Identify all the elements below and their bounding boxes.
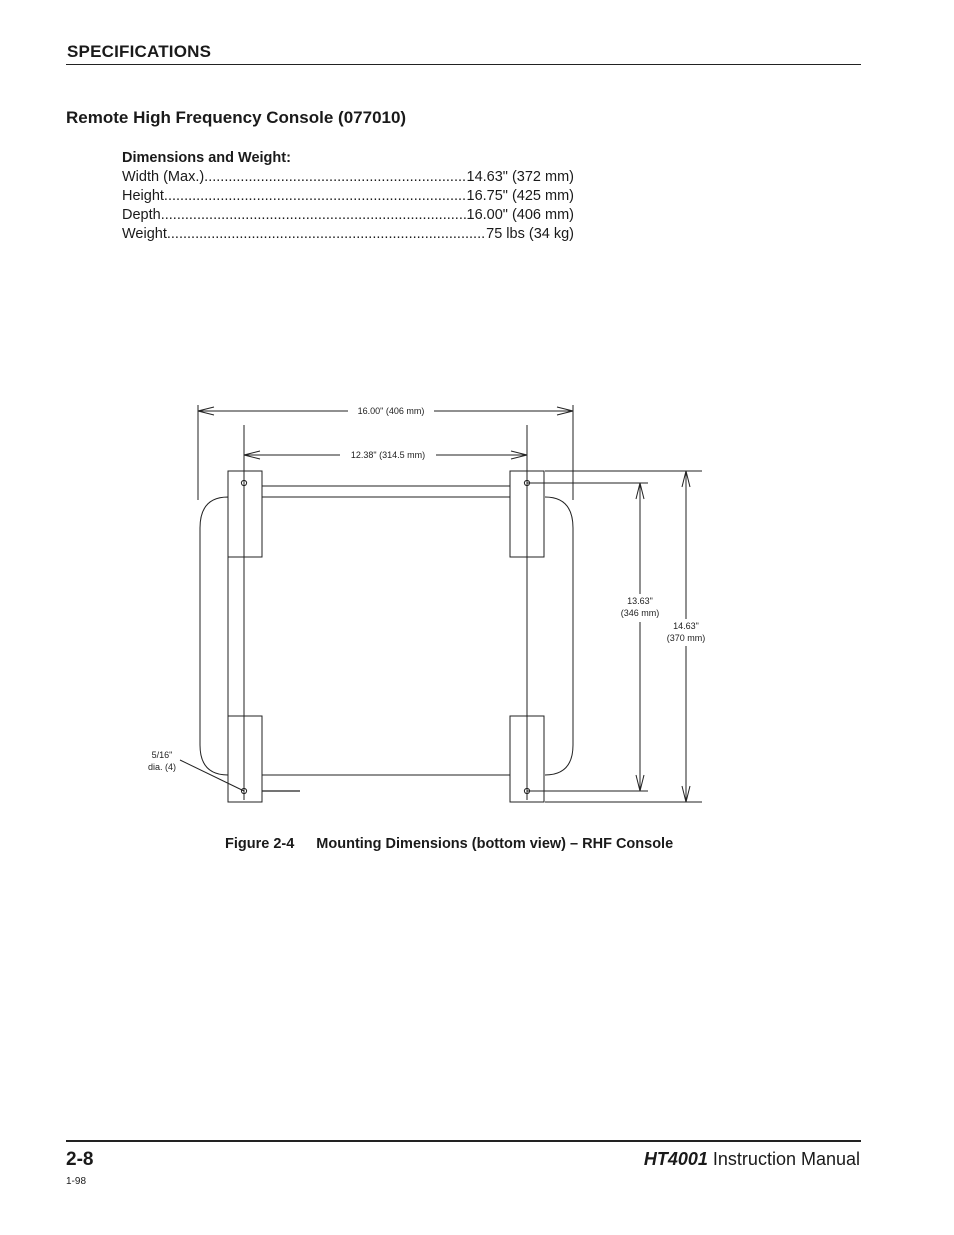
dim-hole-depth-mm: (346 mm) <box>620 608 660 618</box>
spec-label: Width (Max.) <box>122 169 205 185</box>
dim-hole-spacing: 12.38" (314.5 mm) <box>350 450 426 460</box>
revision-date: 1-98 <box>66 1176 87 1187</box>
figure-number: Figure 2-4 <box>225 836 295 852</box>
figure-caption <box>225 836 673 852</box>
spec-value: 14.63" (372 mm) <box>466 169 574 185</box>
manual-title <box>644 1149 860 1170</box>
spec-value: 16.75" (425 mm) <box>466 188 574 204</box>
hole-count-label: dia. (4) <box>147 762 177 772</box>
spec-value: 75 lbs (34 kg) <box>486 226 574 242</box>
subsection-title: Remote High Frequency Console (077010) <box>66 108 407 127</box>
spec-label: Weight <box>122 226 167 242</box>
console-outline <box>200 497 228 775</box>
page-number: 2-8 <box>66 1149 94 1170</box>
dim-hole-depth: 13.63" <box>627 596 653 606</box>
console-outline-right <box>545 497 573 775</box>
manual-model: HT4001 <box>643 1149 708 1169</box>
footer-rule <box>66 1140 861 1142</box>
manual-suffix: Instruction Manual <box>707 1149 860 1169</box>
figure-caption-text: Mounting Dimensions (bottom view) – RHF Console <box>316 836 674 852</box>
hole-size-label: 5/16" <box>151 750 173 760</box>
spec-value: 16.00" (406 mm) <box>466 207 574 223</box>
spec-label: Depth <box>122 207 161 223</box>
dim-overall-width: 16.00" (406 mm) <box>357 406 425 416</box>
dim-overall-depth-mm: (370 mm) <box>666 633 706 643</box>
spec-label: Height <box>122 188 164 204</box>
dim-overall-depth: 14.63" <box>673 621 699 631</box>
hole-leader-line <box>180 760 244 791</box>
mounting-foot-top-left <box>228 471 262 557</box>
section-title: SPECIFICATIONS <box>67 42 212 61</box>
spec-heading: Dimensions and Weight: <box>122 150 291 166</box>
